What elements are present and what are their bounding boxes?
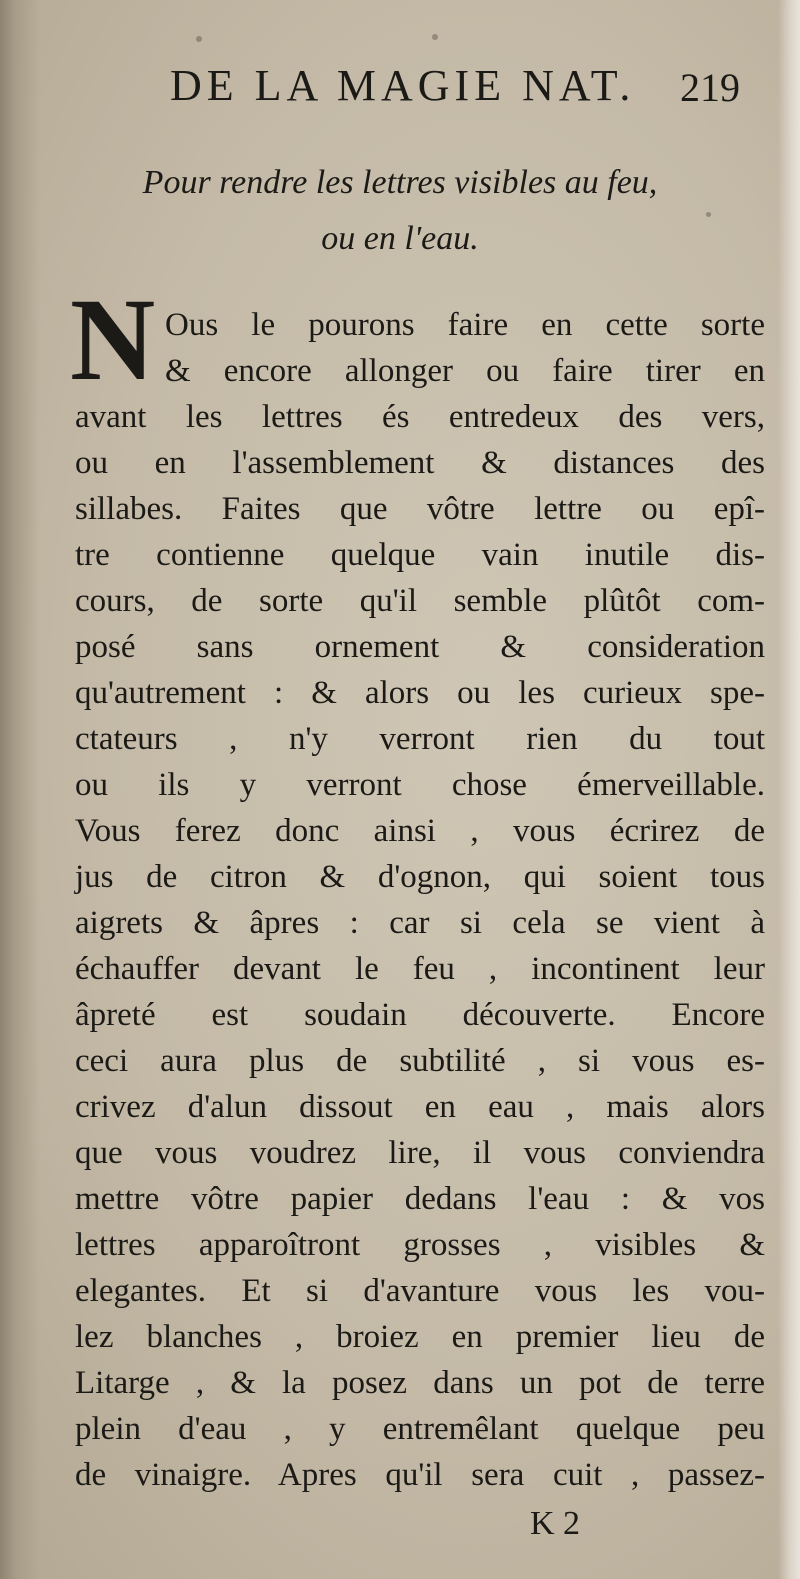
body-text [75, 302, 765, 1498]
section-title-line-2: ou en l'eau. [321, 220, 479, 257]
text-line: de vinaigre. Apres qu'il sera cuit , passez- [75, 1457, 765, 1493]
text-line: lez blanches , broiez en premier lieu de [75, 1319, 765, 1355]
text-line: avant les lettres és entredeux des vers, [75, 399, 765, 435]
binding-gutter [0, 0, 40, 1579]
text-line: lettres apparoîtront grosses , visibles & [75, 1227, 765, 1263]
text-line: mettre vôtre papier dedans l'eau : & vos [75, 1181, 765, 1217]
signature-mark: K 2 [530, 1505, 581, 1542]
text-line: jus de citron & d'ognon, qui soient tous [75, 859, 765, 895]
paper-speck [432, 34, 438, 40]
text-line: crivez d'alun dissout en eau , mais alors [75, 1089, 765, 1125]
text-line: qu'autrement : & alors ou les curieux spe- [75, 675, 765, 711]
text-line: Ous le pourons faire en cette sorte [165, 307, 765, 343]
text-line: ou ils y verront chose émerveillable. [75, 767, 765, 803]
paper-speck [196, 36, 202, 42]
text-line: tre contienne quelque vain inutile dis- [75, 537, 765, 573]
page-header [150, 60, 750, 120]
section-title [60, 155, 740, 267]
text-line: ceci aura plus de subtilité , si vous es- [75, 1043, 765, 1079]
text-line: plein d'eau , y entremêlant quelque peu [75, 1411, 765, 1447]
text-line: âpreté est soudain découverte. Encore [75, 997, 765, 1033]
section-title-line-1: Pour rendre les lettres visibles au feu, [142, 164, 658, 201]
text-line: posé sans ornement & consideration [75, 629, 765, 665]
text-line: aigrets & âpres : car si cela se vient à [75, 905, 765, 941]
page-edge [778, 0, 800, 1579]
text-line: cours, de sorte qu'il semble plûtôt com- [75, 583, 765, 619]
drop-capital: N [70, 274, 156, 405]
page-number: 219 [680, 65, 740, 110]
text-line: sillabes. Faites que vôtre lettre ou epî- [75, 491, 765, 527]
text-line: que vous voudrez lire, il vous conviendra [75, 1135, 765, 1171]
text-line: Litarge , & la posez dans un pot de terre [75, 1365, 765, 1401]
text-line: ctateurs , n'y verront rien du tout [75, 721, 765, 757]
text-line: ou en l'assemblement & distances des [75, 445, 765, 481]
text-line: elegantes. Et si d'avanture vous les vou- [75, 1273, 765, 1309]
paper-speck [706, 212, 711, 217]
text-line: Vous ferez donc ainsi , vous écrirez de [75, 813, 765, 849]
text-line: & encore allonger ou faire tirer en [165, 353, 765, 389]
running-head: DE LA MAGIE NAT. [170, 61, 636, 110]
text-line: échauffer devant le feu , incontinent leur [75, 951, 765, 987]
